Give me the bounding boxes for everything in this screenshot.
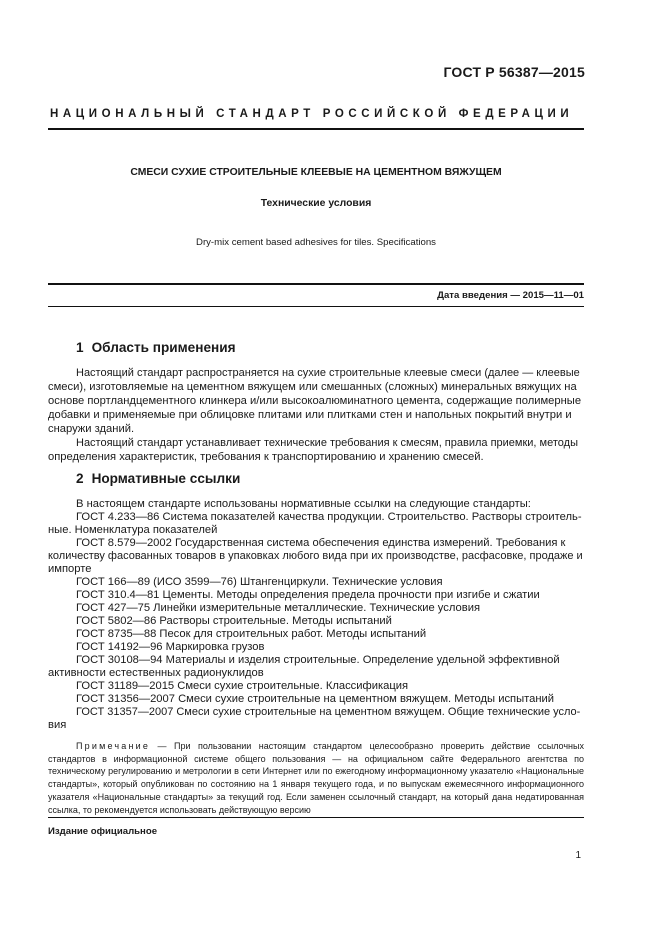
reference-line: ГОСТ 30108—94 Материалы и изделия строительные. Определение удельной эффективной <box>76 654 560 666</box>
reference-line: ГОСТ 8735—88 Песок для строительных работ. Методы испытаний <box>76 628 427 640</box>
section-1-heading <box>76 340 236 355</box>
edition-label: Издание официальное <box>48 826 158 837</box>
section-1-line: Настоящий стандарт распространяется на сухие строительные клеевые смеси (далее — клеевые <box>76 367 580 379</box>
reference-line: ГОСТ 310.4—81 Цементы. Методы определения предела прочности при изгибе и сжатии <box>76 589 540 601</box>
reference-line: ГОСТ 4.233—86 Система показателей качества продукции. Строительство. Растворы строитель- <box>76 511 582 523</box>
section-1-line: снаружи зданий. <box>48 423 135 435</box>
document-id: ГОСТ Р 56387—2015 <box>443 64 585 80</box>
document-subtitle: Технические условия <box>260 198 372 209</box>
note-label: Примечание <box>76 741 151 751</box>
section-1-line: основе портландцементного клинкера и/или высокоалюминатного цемента, содержащие полимерные <box>48 395 582 407</box>
note-text: — При пользовании настоящим стандартом целесообразно проверить действие ссылочных стандартов в информационной системе общего пользования — на официальном сайте Федерального агентства по техническому регулированию и метрологии в сети Интернет или по ежегодному информационному указателю «Национальные стандарты», который опубликован по состоянию на 1 января текущего года, и по выпускам ежемесячного информационного указателя «Национальные стандарты» за текущий год. Если заменен ссылочный стандарт, на который дана недатированная ссылка, то рекомендуется использовать действующую версию <box>48 741 584 815</box>
section-2-heading <box>76 471 240 486</box>
reference-line: активности естественных радионуклидов <box>48 667 264 679</box>
national-standard-banner: НАЦИОНАЛЬНЫЙ СТАНДАРТ РОССИЙСКОЙ ФЕДЕРАЦИИ <box>50 108 574 120</box>
footer-rule <box>48 817 584 818</box>
reference-line: ГОСТ 14192—96 Маркировка грузов <box>76 641 265 653</box>
reference-line: ГОСТ 31357—2007 Смеси сухие строительные на цементном вяжущем. Общие технические усло- <box>76 706 581 718</box>
reference-line: количеству фасованных товаров в упаковках любого вида при их производстве, расфасовке, продаже и <box>48 550 583 562</box>
reference-line: ГОСТ 8.579—2002 Государственная система обеспечения единства измерений. Требования к <box>76 537 566 549</box>
section-1-line: добавки и применяемые при облицовке плитами или плитками стен и напольных покрытий внутри и <box>48 409 572 421</box>
reference-line: ГОСТ 427—75 Линейки измерительные металлические. Технические условия <box>76 602 480 614</box>
english-title: Dry-mix cement based adhesives for tiles. Specifications <box>196 237 436 248</box>
reference-line: ГОСТ 31189—2015 Смеси сухие строительные. Классификация <box>76 680 409 692</box>
reference-line: вия <box>48 719 67 731</box>
section-1-number: 1 <box>76 340 84 355</box>
section-2-number: 2 <box>76 471 84 486</box>
reference-line: ГОСТ 31356—2007 Смеси сухие строительные на цементном вяжущем. Методы испытаний <box>76 693 555 705</box>
note-paragraph <box>48 740 584 816</box>
reference-line: В настоящем стандарте использованы нормативные ссылки на следующие стандарты: <box>76 498 531 510</box>
reference-line: ГОСТ 166—89 (ИСО 3599—76) Штангенциркули. Технические условия <box>76 576 443 588</box>
title-rule <box>48 283 584 285</box>
section-1-line: смеси), изготовляемые на цементном вяжущем или смешанных (сложных) минеральных вяжущих на <box>48 381 577 393</box>
reference-line: импорте <box>48 563 92 575</box>
page-number: 1 <box>575 850 581 861</box>
date-rule <box>48 306 584 307</box>
document-title: СМЕСИ СУХИЕ СТРОИТЕЛЬНЫЕ КЛЕЕВЫЕ НА ЦЕМЕНТНОМ ВЯЖУЩЕМ <box>130 167 502 178</box>
section-1-line: Настоящий стандарт устанавливает технические требования к смесям, правила приемки, методы <box>76 437 578 449</box>
reference-line: ГОСТ 5802—86 Растворы строительные. Методы испытаний <box>76 615 392 627</box>
section-2-title: Нормативные ссылки <box>91 471 241 486</box>
reference-line: ные. Номенклатура показателей <box>48 524 218 536</box>
header-rule <box>48 128 584 130</box>
section-1-line: определения характеристик, требования к транспортированию и хранению смесей. <box>48 451 484 463</box>
effective-date: Дата введения — 2015—11—01 <box>437 290 584 301</box>
section-1-title: Область применения <box>91 340 236 355</box>
